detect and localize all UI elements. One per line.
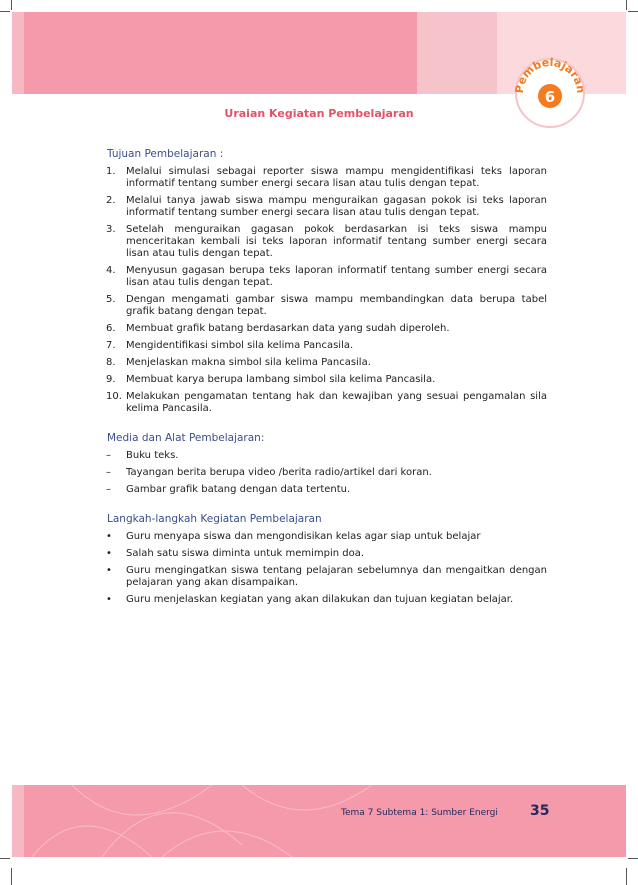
page-number: 35: [530, 803, 550, 819]
langkah-item: [107, 531, 547, 543]
crop-mark: [626, 0, 627, 10]
list-text: Guru menyapa siswa dan mengondisikan kelas agar siap untuk belajar: [126, 531, 481, 542]
list-marker: 1.: [106, 166, 116, 177]
tujuan-heading: Tujuan Pembelajaran :: [107, 148, 224, 160]
list-marker: 8.: [106, 357, 116, 368]
tujuan-item: [107, 166, 547, 190]
tujuan-item: [107, 195, 547, 219]
list-marker: 10.: [106, 391, 122, 402]
list-marker: 3.: [106, 224, 116, 235]
list-text: Membuat grafik batang berdasarkan data yang sudah diperoleh.: [126, 323, 450, 334]
list-marker: 4.: [106, 265, 116, 276]
list-text: Melakukan pengamatan tentang hak dan kewajiban yang sesuai pengamalan sila kelima Pancasila.: [126, 391, 547, 414]
crop-mark: [626, 868, 627, 885]
tujuan-item: [107, 357, 547, 369]
list-text: Tayangan berita berupa video /berita radio/artikel dari koran.: [126, 467, 432, 478]
tujuan-item: [107, 323, 547, 335]
list-marker: •: [106, 531, 112, 542]
list-text: Guru menjelaskan kegiatan yang akan dilakukan dan tujuan kegiatan belajar.: [126, 594, 514, 605]
crop-mark: [0, 11, 10, 12]
list-text: Setelah menguraikan gagasan pokok berdasarkan isi teks siswa mampu menceritakan kembali isi teks laporan informatif tentang sumber energi secara lisan atau tulis dengan tepat.: [126, 224, 547, 259]
media-list: [107, 450, 547, 496]
langkah-heading: Langkah-langkah Kegiatan Pembelajaran: [107, 513, 322, 525]
list-text: Melalui simulasi sebagai reporter siswa mampu mengidentifikasi teks laporan informatif tentang sumber energi secara lisan atau tulis dengan tepat.: [126, 166, 547, 189]
langkah-item: [107, 594, 547, 606]
header-light-panel: [417, 12, 497, 94]
list-text: Gambar grafik batang dengan data tertentu.: [126, 484, 351, 495]
langkah-list: [107, 531, 547, 606]
list-text: Dengan mengamati gambar siswa mampu membandingkan data berupa tabel grafik batang dengan tepat.: [126, 294, 547, 317]
list-marker: 6.: [106, 323, 116, 334]
tujuan-item: [107, 294, 547, 318]
list-text: Buku teks.: [126, 450, 179, 461]
tujuan-item: [107, 374, 547, 386]
tujuan-item: [107, 265, 547, 289]
badge-number: 6: [544, 88, 556, 106]
media-item: [107, 450, 547, 462]
badge-label: Pembelajaran: [512, 55, 588, 94]
langkah-item: [107, 565, 547, 589]
list-marker: 9.: [106, 374, 116, 385]
list-text: Membuat karya berupa lambang simbol sila kelima Pancasila.: [126, 374, 436, 385]
list-marker: 5.: [106, 294, 116, 305]
list-marker: •: [106, 548, 112, 559]
tujuan-list: [107, 166, 547, 415]
list-text: Melalui tanya jawab siswa mampu menguraikan gagasan pokok isi teks laporan informatif tentang sumber energi secara lisan atau tulis dengan tepat.: [126, 195, 547, 218]
list-marker: 2.: [106, 195, 116, 206]
crop-mark: [11, 0, 12, 10]
list-text: Salah satu siswa diminta untuk memimpin doa.: [126, 548, 365, 559]
footer-band: [12, 785, 626, 857]
langkah-item: [107, 548, 547, 560]
crop-mark: [628, 11, 638, 12]
footer-decoration: [12, 785, 626, 857]
crop-mark: [0, 858, 10, 859]
media-heading: Media dan Alat Pembelajaran:: [107, 432, 265, 444]
list-text: Mengidentifikasi simbol sila kelima Pancasila.: [126, 340, 354, 351]
crop-mark: [628, 858, 638, 859]
list-text: Menyusun gagasan berupa teks laporan informatif tentang sumber energi secara lisan atau tulis dengan tepat.: [126, 265, 547, 288]
list-marker: •: [106, 565, 112, 576]
crop-mark: [11, 868, 12, 885]
list-marker: 7.: [106, 340, 116, 351]
footer-subtitle: Tema 7 Subtema 1: Sumber Energi: [341, 808, 498, 818]
section-title: Uraian Kegiatan Pembelajaran: [224, 107, 414, 120]
list-marker: –: [106, 467, 111, 478]
header-edge-strip: [12, 12, 24, 94]
list-text: Guru mengingatkan siswa tentang pelajaran sebelumnya dan mengaitkan dengan pelajaran yang akan disampaikan.: [126, 565, 547, 588]
media-item: [107, 484, 547, 496]
list-marker: –: [106, 450, 111, 461]
list-marker: –: [106, 484, 111, 495]
list-text: Menjelaskan makna simbol sila kelima Pancasila.: [126, 357, 371, 368]
media-item: [107, 467, 547, 479]
list-marker: •: [106, 594, 112, 605]
tujuan-item: [107, 391, 547, 415]
content: [107, 148, 547, 611]
tujuan-item: [107, 224, 547, 260]
tujuan-item: [107, 340, 547, 352]
